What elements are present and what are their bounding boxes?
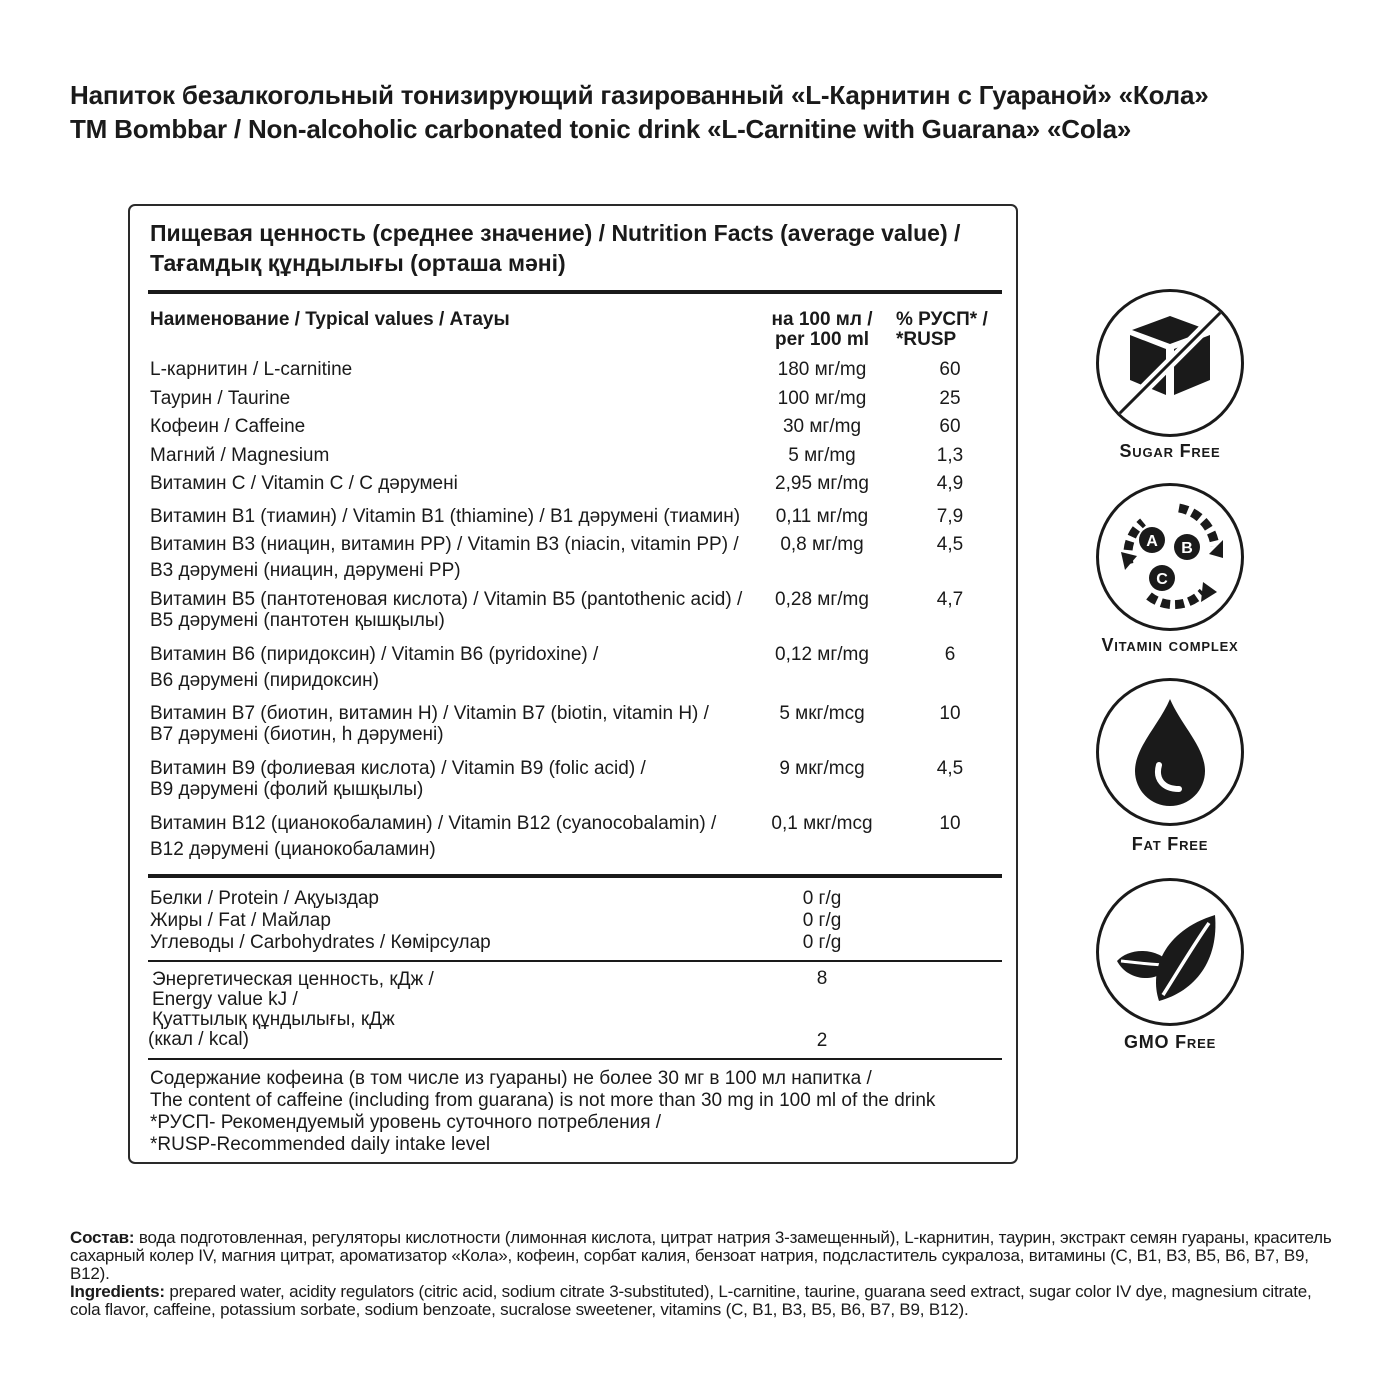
nutrient-percent: 10	[939, 703, 961, 724]
energy-label-line-1: Энергетическая ценность, кДж /	[152, 969, 434, 990]
footnote	[150, 1068, 1010, 1156]
nutrient-amount: 0,8 мг/mg	[780, 534, 864, 555]
nutrient-name: Кофеин / Caffeine	[150, 416, 306, 437]
badge-label: Sugar Free	[1119, 441, 1221, 461]
nutrition-facts-panel	[128, 204, 1018, 1164]
energy-label-line-2: Energy value kJ /	[152, 989, 298, 1010]
nutrient-amount: 100 мг/mg	[777, 388, 867, 409]
nutrient-percent: 7,9	[936, 506, 964, 527]
nutrient-name-line-2: B9 дәрумені (фолий қышқылы)	[150, 779, 424, 800]
nutrient-name-line-1: Витамин B3 (ниацин, витамин PP) / Vitamin B3 (niacin, vitamin PP) /	[150, 534, 739, 555]
sugar-cube-icon	[1099, 292, 1241, 434]
nutrient-name: Витамин С / Vitamin C / С дәрумені	[150, 473, 458, 494]
nutrient-amount: 5 мкг/mcg	[779, 703, 865, 724]
nutrient-percent: 4,7	[936, 589, 964, 610]
macro-name: Жиры / Fat / Майлар	[150, 910, 331, 931]
nutrient-percent: 4,9	[936, 473, 964, 494]
badge-fat-free	[1096, 678, 1244, 854]
badge-label: GMO Free	[1123, 1032, 1217, 1052]
badge-label: Vitamin complex	[1101, 635, 1239, 655]
badge-vitamin-complex	[1096, 483, 1244, 655]
nutrient-amount: 5 мг/mg	[788, 445, 856, 466]
nutrient-name-line-1: Витамин B7 (биотин, витамин H) / Vitamin B7 (biotin, vitamin H) /	[150, 703, 709, 724]
column-header-amount-line-2: per 100 ml	[775, 329, 869, 350]
ingredients-ru-label: Состав:	[70, 1228, 135, 1247]
footnote-line-3: *РУСП- Рекомендуемый уровень суточного потребления /	[150, 1112, 662, 1133]
nutrient-name-line-2: B7 дәрумені (биотин, һ дәрумені)	[150, 724, 444, 745]
macro-name: Белки / Protein / Ақуыздар	[150, 888, 379, 909]
nutrient-name-line-1: Витамин B9 (фолиевая кислота) / Vitamin B9 (folic acid) /	[150, 758, 646, 779]
energy-kcal-value: 2	[816, 1030, 828, 1051]
nutrient-amount: 30 мг/mg	[782, 416, 862, 437]
nutrient-percent: 1,3	[936, 445, 964, 466]
divider-thin	[148, 960, 1002, 962]
ingredients-en-text: prepared water, acidity regulators (citric acid, sodium citrate 3-substituted), L-carnitine, taurine, guarana seed extract, sugar color IV dye, magnesium citrate, cola flavor, caffeine, potassium sorbate, sodium benzoate, sucralose sweetener, vitamins (C, B1, B3, B5, B6, B7, B9, B12).	[70, 1282, 1312, 1319]
leaves-icon	[1099, 881, 1241, 1023]
divider-thick	[148, 290, 1002, 294]
column-header-amount	[752, 310, 892, 350]
macro-value: 0 г/g	[802, 932, 842, 953]
nutrient-amount: 180 мг/mg	[777, 359, 867, 380]
nutrient-percent: 10	[939, 813, 961, 834]
product-title	[70, 78, 1350, 146]
nutrient-percent: 60	[939, 359, 961, 380]
nutrient-percent: 25	[939, 388, 961, 409]
column-header-name: Наименование / Typical values / Атауы	[150, 309, 510, 330]
nutrient-name: Таурин / Taurine	[150, 388, 291, 409]
nutrient-percent: 4,5	[936, 758, 964, 779]
badge-gmo-free	[1096, 878, 1244, 1052]
macro-name: Углеводы / Carbohydrates / Көмірсулар	[150, 932, 491, 953]
oil-drop-icon	[1099, 681, 1241, 823]
nutrient-amount: 2,95 мг/mg	[775, 473, 869, 494]
nutrition-facts-title	[150, 218, 1010, 278]
nutrient-percent: 60	[939, 416, 961, 437]
nutrient-name: Витамин B1 (тиамин) / Vitamin B1 (thiamine) / B1 дәрумені (тиамин)	[150, 506, 741, 527]
nutrient-name-line-2: B5 дәрумені (пантотен қышқылы)	[150, 610, 445, 631]
nutrient-amount: 0,1 мкг/mcg	[771, 813, 873, 834]
nutrient-amount: 0,28 мг/mg	[775, 589, 869, 610]
energy-kj-value: 8	[816, 968, 828, 989]
energy-label-line-3: Қуаттылық құндылығы, кДж	[152, 1009, 395, 1030]
energy-label-line-4: (ккал / kcal)	[148, 1029, 249, 1050]
footnote-line-1: Содержание кофеина (в том числе из гуараны) не более 30 мг в 100 мл напитка /	[150, 1068, 872, 1089]
svg-text:A: A	[1146, 533, 1158, 550]
nutrient-name-line-2: B3 дәрумені (ниацин, дәрумені PP)	[150, 560, 461, 581]
nutrient-name: Магний / Magnesium	[150, 445, 330, 466]
nutrient-name-line-1: Витамин B5 (пантотеновая кислота) / Vitamin B5 (pantothenic acid) /	[150, 589, 743, 610]
nutrient-name-line-1: Витамин B6 (пиридоксин) / Vitamin B6 (pyridoxine) /	[150, 644, 599, 665]
ingredients-ru-text: вода подготовленная, регуляторы кислотности (лимонная кислота, цитрат натрия 3-замещенный), L-карнитин, таурин, экстракт семян гуараны, краситель сахарный колер IV, магния цитрат, ароматизатор «Кола», кофеин, сорбат калия, бензоат натрия, подсластитель сукралоза, витамины (С, B1, B3, B5, B6, B7, B9, B12).	[70, 1228, 1332, 1283]
nutrition-title-line-1: Пищевая ценность (среднее значение) / Nutrition Facts (average value) /	[150, 220, 961, 246]
divider-thick	[148, 874, 1002, 878]
nutrient-name	[150, 643, 760, 693]
badge-label: Fat Free	[1131, 834, 1209, 854]
badge-sugar-free	[1096, 289, 1244, 461]
nutrient-percent: 6	[944, 644, 956, 665]
column-header-percent	[896, 310, 1006, 350]
vitamin-cycle-icon	[1099, 486, 1241, 628]
energy-value-label	[148, 969, 434, 1050]
nutrient-amount: 0,12 мг/mg	[775, 644, 869, 665]
macro-value: 0 г/g	[802, 888, 842, 909]
product-title-line-1: Напиток безалкогольный тонизирующий газированный «L-Карнитин с Гуараной» «Кола»	[70, 80, 1209, 110]
footnote-line-4: *RUSP-Recommended daily intake level	[150, 1134, 491, 1155]
nutrient-name-line-1: Витамин B12 (цианокобаламин) / Vitamin B12 (cyanocobalamin) /	[150, 813, 717, 834]
ingredients-block	[70, 1229, 1340, 1319]
product-title-line-2: ТМ Bombbar / Non-alcoholic carbonated tonic drink «L-Carnitine with Guarana» «Cola»	[70, 114, 1132, 144]
nutrient-name: L-карнитин / L-carnitine	[150, 359, 353, 380]
column-header-amount-line-1: на 100 мл /	[771, 309, 873, 330]
nutrient-amount: 9 мкг/mcg	[779, 758, 865, 779]
column-header-percent-line-1: % РУСП* /	[896, 309, 988, 330]
macro-value: 0 г/g	[802, 910, 842, 931]
nutrient-name	[150, 533, 760, 583]
nutrient-name-line-2: B12 дәрумені (цианокобаламин)	[150, 839, 436, 860]
divider-thin	[148, 1058, 1002, 1060]
nutrient-name	[150, 757, 760, 802]
nutrient-name	[150, 702, 760, 747]
nutrient-amount: 0,11 мг/mg	[775, 506, 869, 527]
nutrient-name	[150, 588, 760, 633]
nutrient-name	[150, 812, 760, 862]
nutrient-name-line-2: B6 дәрумені (пиридоксин)	[150, 670, 379, 691]
ingredients-en-label: Ingredients:	[70, 1282, 165, 1301]
footnote-line-2: The content of caffeine (including from guarana) is not more than 30 mg in 100 ml of the drink	[150, 1090, 936, 1111]
svg-text:B: B	[1181, 540, 1193, 557]
nutrient-percent: 4,5	[936, 534, 964, 555]
svg-text:C: C	[1156, 571, 1168, 588]
column-header-percent-line-2: *RUSP	[896, 329, 957, 350]
nutrition-title-line-2: Тағамдық құндылығы (орташа мәні)	[150, 250, 566, 276]
